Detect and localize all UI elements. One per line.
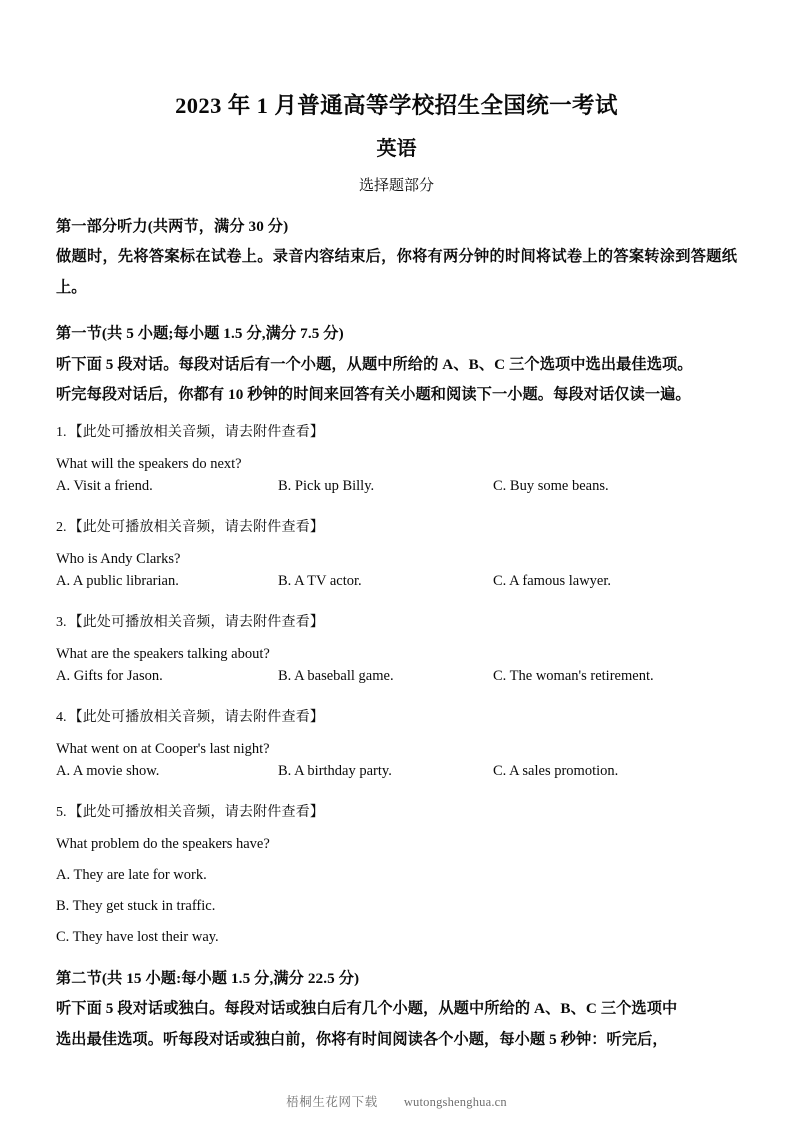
option-a[interactable]: A. Gifts for Jason. [56,667,163,684]
question-item [56,612,737,696]
question-header [56,612,737,634]
part-one-heading: 第一部分听力(共两节，满分 30 分) [56,217,289,235]
audio-attachment-note: 【此处可播放相关音频，请去附件查看】 [68,709,325,725]
audio-attachment-note: 【此处可播放相关音频，请去附件查看】 [68,519,325,535]
question-header [56,802,737,824]
section-one-block [56,319,737,411]
question-options [56,855,737,948]
page-title: 2023 年 1 月普通高等学校招生全国统一考试 [175,93,618,118]
section-two-heading: 第二节(共 15 小题:每小题 1.5 分,满分 22.5 分) [56,969,360,987]
question-header [56,422,737,444]
question-item [56,422,737,506]
audio-attachment-note: 【此处可播放相关音频，请去附件查看】 [68,804,325,820]
audio-attachment-note: 【此处可播放相关音频，请去附件查看】 [68,614,325,630]
watermark-url: wutongshenghua.cn [403,1095,507,1109]
question-number: 3. [56,614,67,630]
option-c[interactable]: C. A sales promotion. [493,762,619,779]
question-number: 5. [56,804,67,820]
section-one-instruction-line-2: 听完每段对话后，你都有 10 秒钟的时间来回答有关小题和阅读下一小题。每段对话仅读一遍。 [56,386,691,404]
option-c[interactable]: C. Buy some beans. [493,477,609,494]
option-a[interactable]: A. A public librarian. [56,572,179,589]
question-options [56,760,737,791]
option-b[interactable]: B. A baseball game. [278,667,394,684]
question-header [56,517,737,539]
option-a[interactable]: A. Visit a friend. [56,477,153,494]
option-c[interactable]: C. The woman's retirement. [493,667,654,684]
question-options [56,475,737,506]
question-options [56,665,737,696]
footer-watermark [0,1094,793,1110]
option-b[interactable]: B. A TV actor. [278,572,362,589]
question-options [56,570,737,601]
question-stem: What will the speakers do next? [56,455,242,472]
question-stem: What went on at Cooper's last night? [56,740,270,757]
option-b[interactable]: B. A birthday party. [278,762,392,779]
watermark-site-name: 梧桐生花网下载 [286,1095,378,1109]
section-two-block [56,964,737,1056]
option-b[interactable]: B. Pick up Billy. [278,477,375,494]
section-one-instruction-line-1: 听下面 5 段对话。每段对话后有一个小题，从题中所给的 A、B、C 三个选项中选出最佳选项。 [56,355,693,373]
question-number: 2. [56,519,67,535]
option-b[interactable]: B. They get stuck in traffic. [56,897,216,914]
section-label: 选择题部分 [358,178,434,195]
question-stem: What are the speakers talking about? [56,645,270,662]
audio-attachment-note: 【此处可播放相关音频，请去附件查看】 [68,424,325,440]
question-item [56,517,737,601]
question-header [56,707,737,729]
section-one-heading: 第一节(共 5 小题;每小题 1.5 分,满分 7.5 分) [56,325,344,343]
question-item [56,802,737,948]
section-two-instruction-line-1: 听下面 5 段对话或独白。每段对话或独白后有几个小题，从题中所给的 A、B、C 三个选项中 [56,1000,678,1018]
part-one-instruction: 做题时，先将答案标在试卷上。录音内容结束后，你将有两分钟的时间将试卷上的答案转涂到答题纸上。 [56,248,737,296]
option-c[interactable]: C. A famous lawyer. [493,572,612,589]
question-stem: Who is Andy Clarks? [56,550,181,567]
subject-title: 英语 [376,138,417,161]
part-one-block [56,212,737,304]
question-number: 1. [56,424,67,440]
option-a[interactable]: A. A movie show. [56,762,160,779]
section-two-instruction-line-2: 选出最佳选项。听每段对话或独白前，你将有时间阅读各个小题，每小题 5 秒钟：听完后， [56,1030,668,1048]
question-stem: What problem do the speakers have? [56,835,270,852]
question-item [56,707,737,791]
question-number: 4. [56,709,67,725]
option-a[interactable]: A. They are late for work. [56,866,207,883]
option-c[interactable]: C. They have lost their way. [56,928,219,945]
